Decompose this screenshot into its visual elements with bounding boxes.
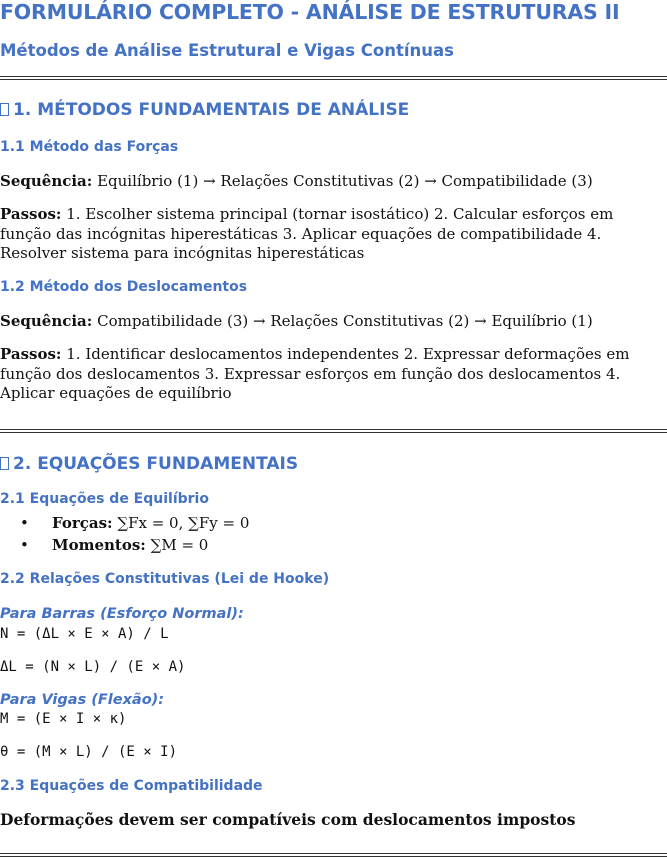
bars-formula-1: N = (ΔL × E × A) / L [0, 626, 169, 642]
divider [0, 429, 667, 433]
steps-label: Passos: [0, 205, 62, 223]
method-displacements-steps [0, 345, 667, 404]
equilibrium-list [0, 512, 667, 556]
beams-formula-1: M = (E × I × κ) [0, 711, 127, 727]
item-text: ∑M = 0 [150, 536, 209, 554]
bullet-icon: • [20, 514, 29, 532]
list-item [0, 534, 667, 556]
divider [0, 853, 667, 857]
steps-text: 1. Escolher sistema principal (tornar isostático) 2. Calcular esforços em função das incógnitas hiperestáticas 3. Aplicar equações de compatibilidade 4. Resolver sistema para incógnitas hiperestáticas [0, 205, 614, 262]
method-forces-sequence [0, 172, 667, 192]
item-label: Forças: [52, 514, 113, 532]
sequence-label: Sequência: [0, 172, 93, 190]
beams-heading: Para Vigas (Flexão): [0, 692, 165, 708]
method-displacements-sequence [0, 312, 667, 332]
sequence-text: Equilíbrio (1) → Relações Constitutivas (2) → Compatibilidade (3) [97, 172, 593, 190]
bullet-icon: • [20, 536, 29, 554]
sequence-text: Compatibilidade (3) → Relações Constitutivas (2) → Equilíbrio (1) [97, 312, 593, 330]
steps-label: Passos: [0, 345, 62, 363]
item-label: Momentos: [52, 536, 146, 554]
divider [0, 76, 667, 80]
constitutive-heading: 2.2 Relações Constitutivas (Lei de Hooke) [0, 571, 330, 587]
method-displacements-heading: 1.2 Método dos Deslocamentos [0, 279, 248, 295]
steps-text: 1. Identificar deslocamentos independentes 2. Expressar deformações em função dos deslocamentos 3. Expressar esforços em função dos deslocamentos 4. Aplicar equações de equilíbrio [0, 345, 630, 402]
document-title: FORMULÁRIO COMPLETO - ANÁLISE DE ESTRUTURAS II [0, 0, 620, 24]
list-item [0, 512, 667, 534]
compatibility-text: Deformações devem ser compatíveis com deslocamentos impostos [0, 810, 576, 829]
missing-glyph-icon [0, 457, 9, 470]
section-2-title [0, 454, 667, 474]
equilibrium-heading: 2.1 Equações de Equilíbrio [0, 491, 209, 507]
sequence-label: Sequência: [0, 312, 93, 330]
method-forces-heading: 1.1 Método das Forças [0, 139, 179, 155]
section-1-title-text: 1. MÉTODOS FUNDAMENTAIS DE ANÁLISE [13, 100, 410, 120]
bars-formula-2: ΔL = (N × L) / (E × A) [0, 659, 186, 675]
section-1-title [0, 100, 667, 120]
document-subtitle: Métodos de Análise Estrutural e Vigas Contínuas [0, 41, 454, 60]
missing-glyph-icon [0, 103, 9, 116]
compatibility-heading: 2.3 Equações de Compatibilidade [0, 778, 263, 794]
method-forces-steps [0, 205, 667, 264]
item-text: ∑Fx = 0, ∑Fy = 0 [117, 514, 250, 532]
bars-heading: Para Barras (Esforço Normal): [0, 606, 244, 622]
beams-formula-2: θ = (M × L) / (E × I) [0, 744, 178, 760]
section-2-title-text: 2. EQUAÇÕES FUNDAMENTAIS [13, 454, 299, 474]
